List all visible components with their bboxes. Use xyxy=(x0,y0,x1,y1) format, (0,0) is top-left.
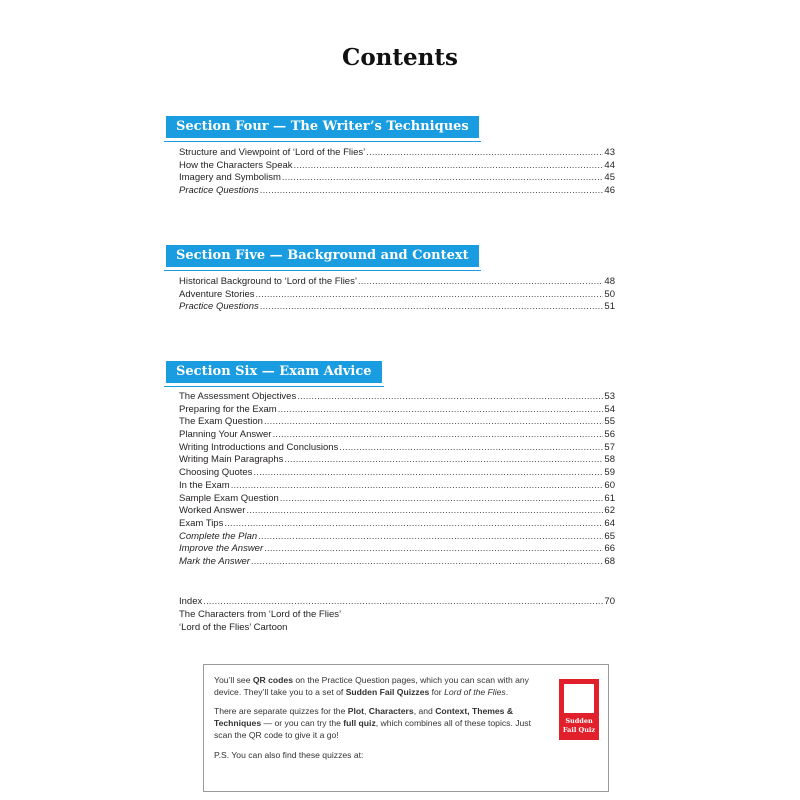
toc-entry-label: Historical Background to ‘Lord of the Flies’ xyxy=(179,276,357,287)
section-six-header xyxy=(166,361,382,383)
index-label: Index xyxy=(179,596,203,607)
toc-entry-page: 65 xyxy=(604,530,615,542)
toc-entry-label: In the Exam xyxy=(179,479,230,491)
toc-entry[interactable] xyxy=(179,543,615,556)
toc-entry-label: Structure and Viewpoint of ‘Lord of the Flies’ xyxy=(179,147,366,158)
sudden-fail-quiz-badge xyxy=(559,679,599,740)
toc-entry[interactable] xyxy=(179,147,615,160)
cartoon-entry[interactable]: ‘Lord of the Flies’ Cartoon xyxy=(179,622,288,633)
toc-entry-label: Adventure Stories xyxy=(179,288,255,300)
toc-entry-label: Practice Questions xyxy=(179,185,259,197)
toc-entry-label: Writing Introductions and Conclusions xyxy=(179,441,339,453)
toc-entry-label: Sample Exam Question xyxy=(179,492,279,504)
toc-entry-page: 60 xyxy=(604,479,615,491)
toc-entry-label: Exam Tips xyxy=(179,517,224,529)
characters-entry[interactable]: The Characters from ‘Lord of the Flies’ xyxy=(179,609,342,620)
toc-entry-page: 59 xyxy=(604,467,615,479)
quiz-info-paragraph-1: You’ll see QR codes on the Practice Question pages, which you can scan with any device. They’ll take you to a set of Sudden Fail Quizzes for Lord of the Flies. xyxy=(214,675,529,697)
quiz-info-paragraph-3: P.S. You can also find these quizzes at: xyxy=(214,750,364,760)
toc-entry-page: 55 xyxy=(604,416,615,428)
toc-entry-label: How the Characters Speak xyxy=(179,159,293,171)
toc-entry[interactable] xyxy=(179,493,615,506)
toc-entry-label: The Exam Question xyxy=(179,416,263,428)
toc-entry-page: 53 xyxy=(604,391,615,402)
toc-entry[interactable] xyxy=(179,301,615,314)
toc-entry[interactable] xyxy=(179,160,615,173)
toc-entry-page: 50 xyxy=(604,288,615,300)
toc-entry-page: 46 xyxy=(604,185,615,197)
toc-entry-page: 43 xyxy=(604,147,615,158)
index-entry[interactable] xyxy=(179,596,615,609)
toc-entry[interactable] xyxy=(179,467,615,480)
toc-entry[interactable] xyxy=(179,454,615,467)
toc-entry-page: 64 xyxy=(604,517,615,529)
toc-entry-label: Mark the Answer xyxy=(179,555,250,567)
toc-entry-page: 61 xyxy=(604,492,615,504)
toc-entry[interactable] xyxy=(179,518,615,531)
toc-entry-label: Writing Main Paragraphs xyxy=(179,454,284,466)
toc-entry[interactable] xyxy=(179,185,615,198)
toc-entry[interactable] xyxy=(179,429,615,442)
section-five-entries xyxy=(179,276,615,314)
toc-entry-label: Improve the Answer xyxy=(179,543,264,555)
toc-entry[interactable] xyxy=(179,442,615,455)
toc-entry-page: 45 xyxy=(604,172,615,184)
toc-entry[interactable] xyxy=(179,276,615,289)
section-six-title: Section Six — Exam Advice xyxy=(176,364,372,379)
toc-entry-page: 58 xyxy=(604,454,615,466)
index-page: 70 xyxy=(604,596,615,607)
section-five-title: Section Five — Background and Context xyxy=(176,248,469,263)
section-five-header xyxy=(166,245,479,267)
toc-entry-label: Complete the Plan xyxy=(179,530,258,542)
badge-caption: Sudden Fail Quiz xyxy=(562,717,596,734)
toc-entry-label: Choosing Quotes xyxy=(179,467,253,479)
toc-entry[interactable] xyxy=(179,289,615,302)
toc-entry-page: 44 xyxy=(604,159,615,171)
toc-entry-label: Worked Answer xyxy=(179,505,246,517)
qr-placeholder-icon xyxy=(564,684,594,713)
toc-entry-label: The Assessment Objectives xyxy=(179,391,297,402)
toc-entry[interactable] xyxy=(179,556,615,569)
toc-entry-page: 57 xyxy=(604,441,615,453)
index-entry-wrap xyxy=(179,596,615,609)
toc-entry-page: 48 xyxy=(604,276,615,287)
section-four-header xyxy=(166,116,479,138)
section-four-entries xyxy=(179,147,615,198)
toc-entry-page: 51 xyxy=(604,301,615,313)
toc-entry-label: Planning Your Answer xyxy=(179,429,272,441)
toc-entry[interactable] xyxy=(179,416,615,429)
page-title: Contents xyxy=(342,44,458,71)
toc-entry[interactable] xyxy=(179,391,615,404)
toc-entry-page: 56 xyxy=(604,429,615,441)
toc-entry-label: Practice Questions xyxy=(179,301,259,313)
toc-entry[interactable] xyxy=(179,531,615,544)
toc-entry[interactable] xyxy=(179,480,615,493)
quiz-info-paragraph-2: There are separate quizzes for the Plot, Characters, and Context, Themes & Techniques — or you can try the full quiz, which combines all of these topics. Just scan the QR code to give it a go! xyxy=(214,706,531,740)
section-four-title: Section Four — The Writer’s Techniques xyxy=(176,119,469,134)
toc-entry-label: Imagery and Symbolism xyxy=(179,172,281,184)
toc-entry-page: 62 xyxy=(604,505,615,517)
toc-entry-label: Preparing for the Exam xyxy=(179,403,277,415)
section-six-entries xyxy=(179,391,615,569)
toc-entry-page: 68 xyxy=(604,555,615,567)
toc-entry-page: 54 xyxy=(604,403,615,415)
toc-entry-page: 66 xyxy=(604,543,615,555)
toc-entry[interactable] xyxy=(179,505,615,518)
toc-entry[interactable] xyxy=(179,172,615,185)
quiz-info-box xyxy=(203,664,609,792)
toc-entry[interactable] xyxy=(179,404,615,417)
